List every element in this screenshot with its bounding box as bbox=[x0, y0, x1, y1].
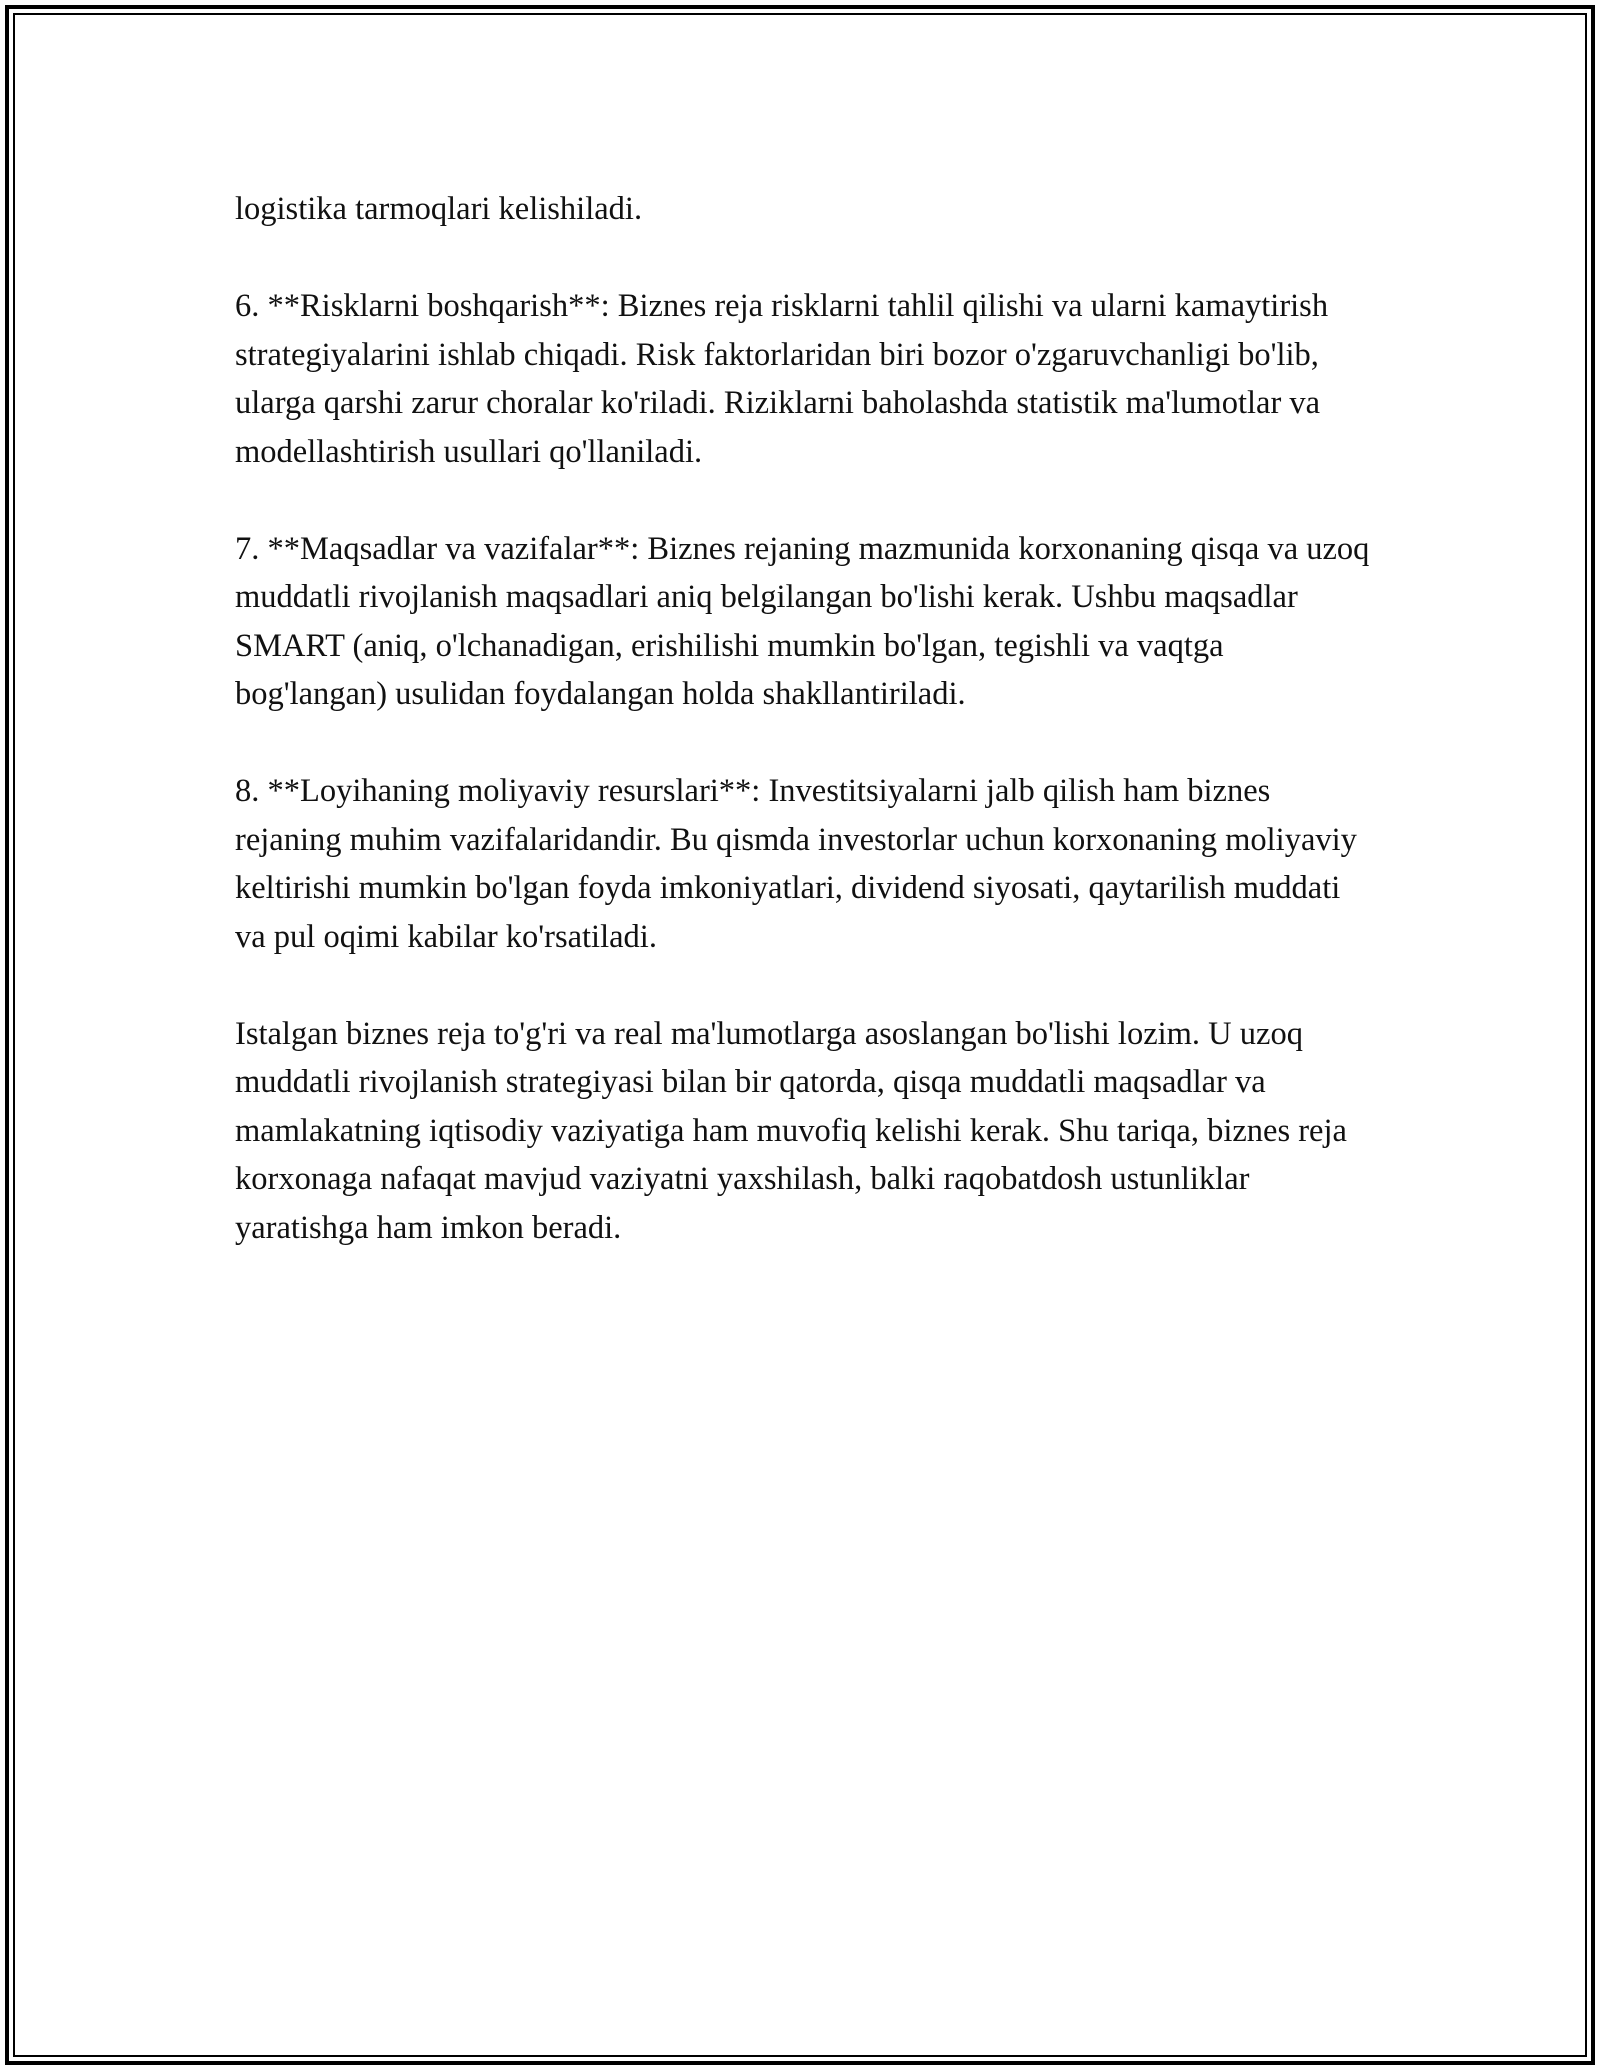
paragraph-financial-resources: 8. **Loyihaning moliyaviy resurslari**: Investitsiyalarni jalb qilish ham biznes rejaning muhim vazifalaridandir. Bu qismda investorlar uchun korxonaning moliyaviy keltirishi mumkin bo'lgan foyda imkoniyatlari, dividend siyosati, qaytarilish muddati va pul oqimi kabilar ko'rsatiladi. bbox=[235, 773, 1357, 955]
paragraph-risk-management: 6. **Risklarni boshqarish**: Biznes reja risklarni tahlil qilishi va ularni kamaytirish strategiyalarini ishlab chiqadi. Risk faktorlaridan biri bozor o'zgaruvchanligi bo'lib, ularga qarshi zarur choralar ko'riladi. Riziklarni baholashda statistik ma'lumotlar va modellashtirish usullari qo'llaniladi. bbox=[235, 288, 1329, 470]
paragraph-conclusion: Istalgan biznes reja to'g'ri va real ma'lumotlarga asoslangan bo'lishi lozim. U uzoq muddatli rivojlanish strategiyasi bilan bir qatorda, qisqa muddatli maqsadlar va mamlakatning iqtisodiy vaziyatiga ham muvofiq kelishi kerak. Shu tariqa, biznes reja korxonaga nafaqat mavjud vaziyatni yaxshilash, balki raqobatdosh ustunliklar yaratishga ham imkon beradi. bbox=[235, 1015, 1347, 1246]
document-body bbox=[235, 185, 1375, 1301]
paragraph-goals-and-tasks: 7. **Maqsadlar va vazifalar**: Biznes rejaning mazmunida korxonaning qisqa va uzoq muddatli rivojlanish maqsadlari aniq belgilangan bo'lishi kerak. Ushbu maqsadlar SMART (aniq, o'lchanadigan, erishilishi mumkin bo'lgan, tegishli va vaqtga bog'langan) usulidan foydalangan holda shakllantiriladi. bbox=[235, 530, 1370, 712]
paragraph-continuation: logistika tarmoqlari kelishiladi. bbox=[235, 191, 643, 227]
